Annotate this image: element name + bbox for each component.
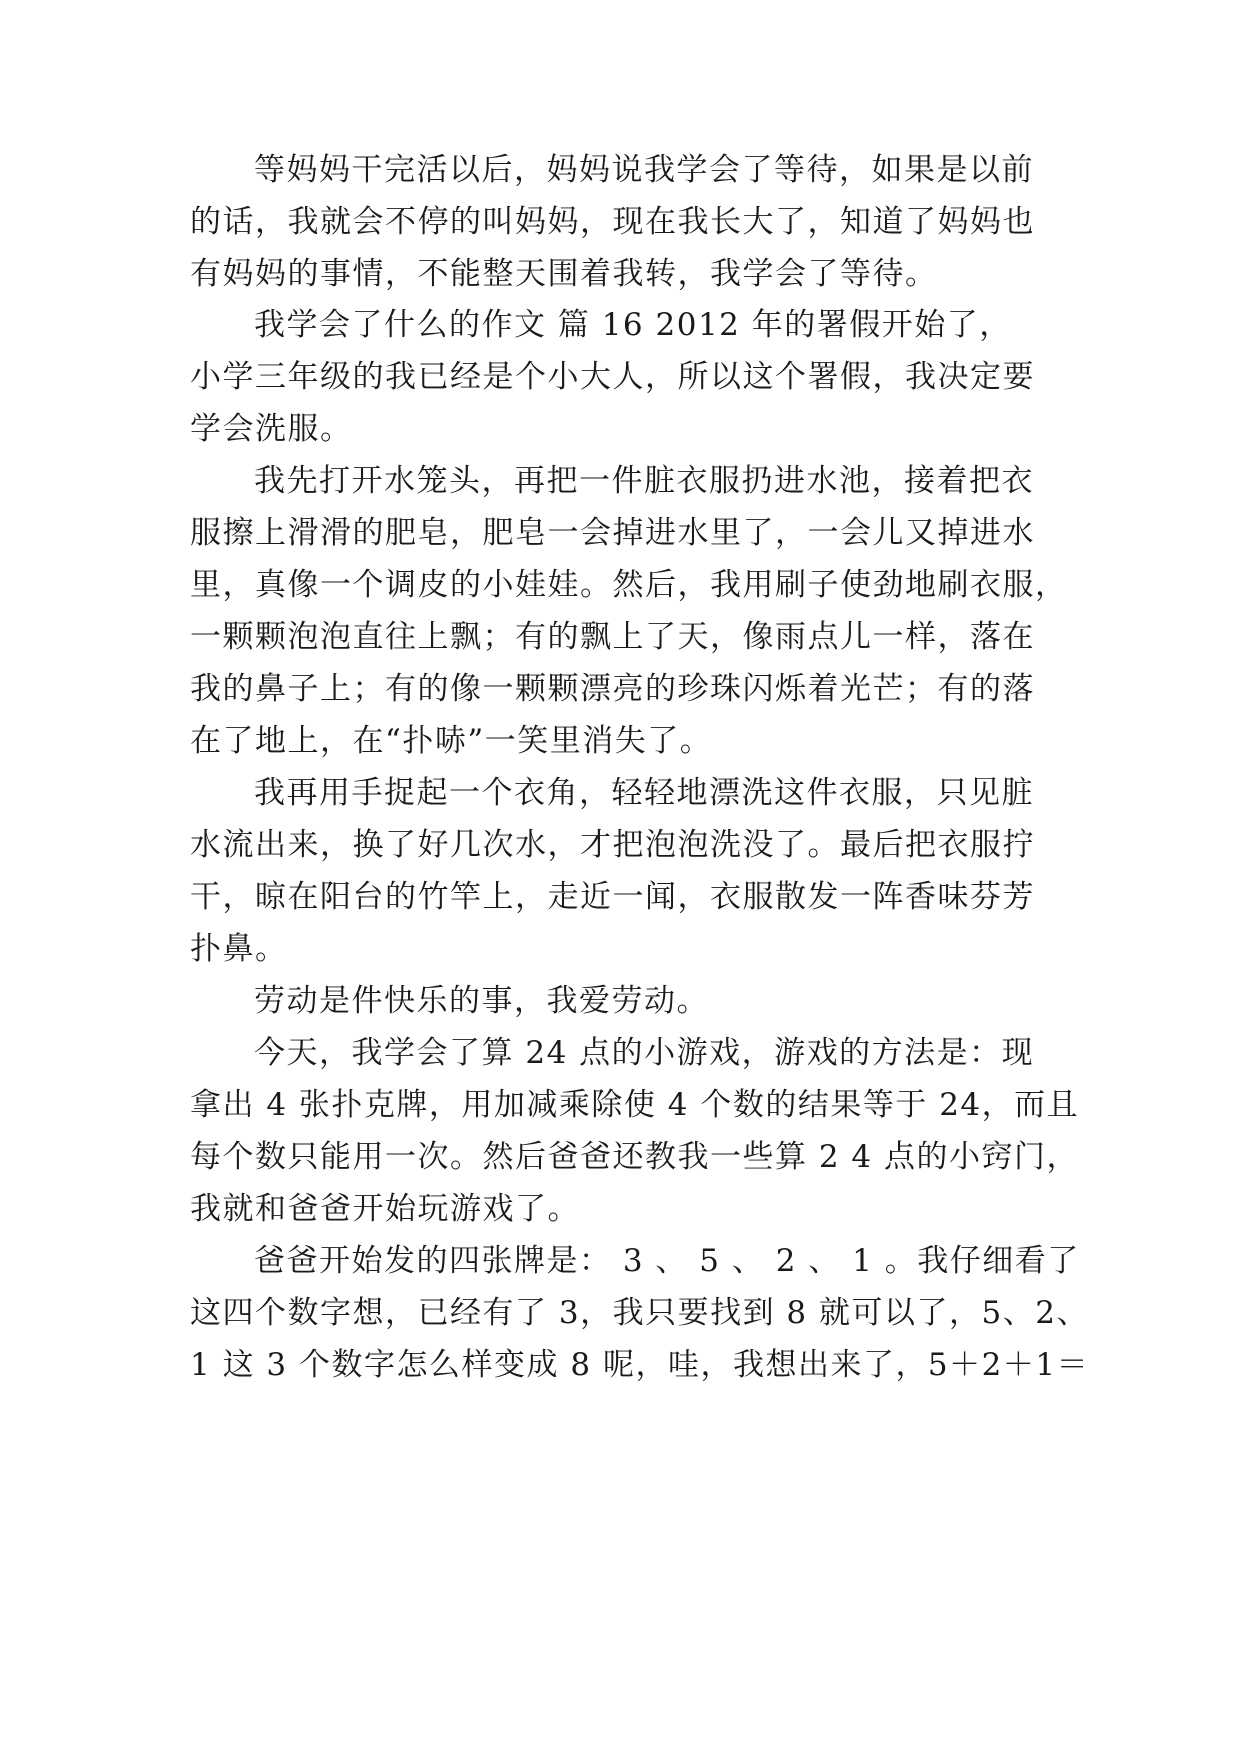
text-line: 1 这 3 个数字怎么样变成 8 呢，哇，我想出来了，5＋2＋1＝ — [190, 1347, 1090, 1383]
text-line: 我就和爸爸开始玩游戏了。 — [190, 1191, 580, 1227]
text-line: 今天，我学会了算 24 点的小游戏，游戏的方法是：现 — [254, 1035, 1035, 1071]
text-line: 我学会了什么的作文 篇 16 2012 年的署假开始了， — [254, 307, 1012, 343]
text-line: 在了地上，在“扑哧”一笑里消失了。 — [190, 723, 713, 759]
text-line: 小学三年级的我已经是个小大人，所以这个署假，我决定要 — [190, 359, 1035, 395]
text-line: 学会洗服。 — [190, 411, 353, 447]
text-line: 扑鼻。 — [190, 931, 288, 967]
text-line: 我先打开水笼头，再把一件脏衣服扔进水池，接着把衣 — [254, 463, 1034, 499]
text-line: 一颗颗泡泡直往上飘；有的飘上了天，像雨点儿一样，落在 — [190, 619, 1035, 655]
text-line: 我的鼻子上；有的像一颗颗漂亮的珍珠闪烁着光芒；有的落 — [190, 671, 1035, 707]
text-line: 这四个数字想，已经有了 3，我只要找到 8 就可以了，5、2、 — [190, 1295, 1089, 1331]
text-line: 有妈妈的事情，不能整天围着我转，我学会了等待。 — [190, 256, 938, 292]
text-line: 我再用手捉起一个衣角，轻轻地漂洗这件衣服，只见脏 — [254, 775, 1034, 811]
text-line: 劳动是件快乐的事，我爱劳动。 — [254, 983, 709, 1019]
text-line: 每个数只能用一次。然后爸爸还教我一些算 2 4 点的小窍门， — [190, 1139, 1080, 1175]
text-line: 服擦上滑滑的肥皂，肥皂一会掉进水里了，一会儿又掉进水 — [190, 515, 1035, 551]
text-line: 的话，我就会不停的叫妈妈，现在我长大了，知道了妈妈也 — [190, 204, 1035, 240]
text-line: 爸爸开始发的四张牌是： 3 、 5 、 2 、 1 。我仔细看了 — [254, 1243, 1080, 1279]
text-line: 水流出来，换了好几次水，才把泡泡洗没了。最后把衣服拧 — [190, 827, 1035, 863]
text-line: 里，真像一个调皮的小娃娃。然后，我用刷子使劲地刷衣服， — [190, 567, 1068, 603]
text-line: 拿出 4 张扑克牌，用加减乘除使 4 个数的结果等于 24，而且 — [190, 1087, 1080, 1123]
text-line: 等妈妈干完活以后，妈妈说我学会了等待，如果是以前 — [254, 152, 1034, 188]
text-line: 干，晾在阳台的竹竿上，走近一闻，衣服散发一阵香味芬芳 — [190, 879, 1035, 915]
